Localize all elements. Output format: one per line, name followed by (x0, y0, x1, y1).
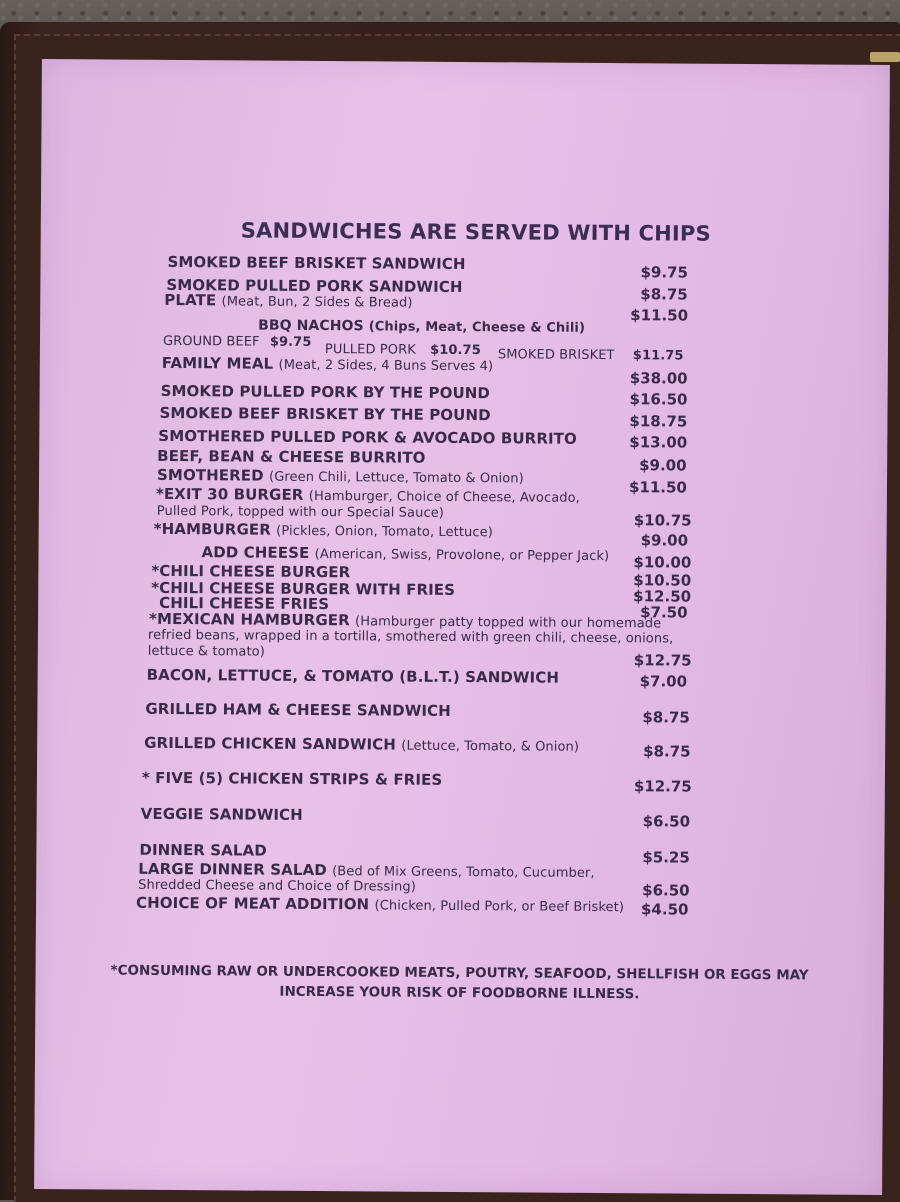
item-name: VEGGIE SANDWICH (140, 804, 303, 824)
item-price: $18.75 (629, 412, 688, 431)
item-price: $38.00 (629, 369, 688, 388)
item-name: *HAMBURGER (153, 519, 271, 539)
nacho-option (498, 347, 684, 363)
nacho-option (163, 334, 312, 350)
menu-content (34, 59, 890, 1195)
item-name: *EXIT 30 BURGER (155, 484, 304, 504)
menu-item (136, 894, 624, 915)
item-name: * FIVE (5) CHICKEN STRIPS & FRIES (141, 768, 443, 789)
item-price: $7.50 (640, 603, 688, 622)
item-name: *MEXICAN HAMBURGER (148, 609, 350, 630)
menu-item (201, 543, 609, 564)
menu-item (162, 354, 493, 374)
item-description-line3: lettuce & tomato) (147, 643, 265, 660)
food-safety-warning-line1: *CONSUMING RAW OR UNDERCOOKED MEATS, POUTRY, SEAFOOD, SHELLFISH OR EGGS MAY (110, 962, 809, 984)
item-price: $8.75 (640, 285, 688, 304)
item-price: $7.00 (639, 672, 688, 691)
item-price: $8.75 (642, 708, 690, 727)
nacho-option-price: $9.75 (269, 334, 312, 350)
nacho-option-label: SMOKED BRISKET (497, 347, 615, 364)
item-description: (Lettuce, Tomato, & Onion) (401, 738, 580, 755)
item-description-line2: refried beans, wrapped in a tortilla, smothered with green chili, cheese, onions, (147, 627, 674, 647)
item-description: (Chicken, Pulled Pork, or Beef Brisket) (374, 898, 625, 916)
food-safety-warning-line2: INCREASE YOUR RISK OF FOODBORNE ILLNESS. (279, 983, 640, 1003)
item-price: $9.00 (639, 456, 687, 475)
menu-item (157, 466, 524, 487)
item-name: DINNER SALAD (139, 840, 267, 860)
item-description: (Meat, Bun, 2 Sides & Bread) (221, 294, 413, 311)
menu-sheet (34, 59, 890, 1195)
item-price: $10.00 (633, 553, 692, 572)
nacho-option-label: GROUND BEEF (162, 333, 260, 350)
menu-heading: SANDWICHES ARE SERVED WITH CHIPS (240, 218, 711, 246)
item-name: *CHILI CHEESE BURGER (151, 561, 351, 582)
item-name: *CHILI CHEESE BURGER WITH FRIES (151, 578, 456, 599)
item-price: $6.50 (642, 881, 690, 900)
item-name: CHILI CHEESE FRIES (159, 593, 330, 614)
item-description: (Chips, Meat, Cheese & Chili) (368, 319, 586, 336)
nacho-option-price: $11.75 (632, 348, 684, 364)
item-name: SMOTHERED PULLED PORK & AVOCADO BURRITO (158, 426, 577, 448)
item-description: (Hamburger, Choice of Cheese, Avocado, (308, 488, 581, 506)
item-description: (Green Chili, Lettuce, Tomato & Onion) (268, 469, 524, 487)
item-price: $8.75 (643, 742, 691, 761)
item-description: (Bed of Mix Greens, Tomato, Cucumber, (332, 864, 595, 881)
item-price: $12.75 (633, 651, 692, 670)
item-name: ADD CHEESE (201, 543, 310, 562)
item-name: PLATE (164, 290, 217, 310)
menu-item (164, 291, 412, 311)
item-name: BEEF, BEAN & CHEESE BURRITO (157, 446, 426, 467)
item-name: SMOTHERED (156, 465, 264, 485)
item-description-line2: Shredded Cheese and Choice of Dressing) (138, 877, 417, 895)
item-name: SMOKED PULLED PORK BY THE POUND (160, 381, 491, 403)
item-price: $4.50 (640, 900, 689, 919)
menu-item (156, 485, 580, 506)
item-name: SMOKED PULLED PORK SANDWICH (166, 275, 463, 296)
item-description: (Pickles, Onion, Tomato, Lettuce) (276, 523, 493, 541)
item-description: (American, Swiss, Provolone, or Pepper Jack) (314, 546, 610, 565)
item-price: $6.50 (642, 812, 691, 831)
item-name: GRILLED HAM & CHEESE SANDWICH (145, 699, 451, 720)
item-name: CHOICE OF MEAT ADDITION (136, 893, 370, 914)
item-price: $10.75 (633, 511, 692, 530)
item-name: BACON, LETTUCE, & TOMATO (B.L.T.) SANDWICH (146, 665, 560, 687)
item-name: LARGE DINNER SALAD (138, 859, 327, 880)
item-description: (Hamburger patty topped with our homemade (355, 614, 662, 632)
menu-item (154, 520, 493, 540)
item-name: BBQ NACHOS (258, 317, 364, 335)
item-price: $16.50 (629, 390, 688, 409)
item-price: $9.75 (640, 263, 688, 282)
item-description-line2: Pulled Pork, topped with our Special Sauce) (156, 503, 445, 521)
item-name: SMOKED BEEF BRISKET BY THE POUND (159, 403, 491, 425)
item-description: (Meat, 2 Sides, 4 Buns Serves 4) (278, 357, 494, 375)
binder-clip (870, 52, 900, 62)
item-name: FAMILY MEAL (161, 353, 274, 373)
item-price: $12.50 (633, 587, 692, 606)
item-price: $11.50 (630, 306, 689, 325)
item-price: $13.00 (629, 433, 688, 452)
item-name: GRILLED CHICKEN SANDWICH (144, 733, 397, 754)
menu-item (144, 734, 579, 755)
menu-item (258, 318, 585, 336)
item-price: $12.75 (633, 777, 692, 796)
item-price: $9.00 (640, 531, 689, 550)
nacho-option-price: $10.75 (430, 342, 481, 359)
item-name: SMOKED BEEF BRISKET SANDWICH (167, 252, 466, 274)
nacho-option-label: PULLED PORK (324, 342, 416, 358)
item-price: $10.50 (633, 571, 692, 590)
item-price: $11.50 (628, 478, 687, 497)
item-price: $5.25 (642, 848, 690, 867)
